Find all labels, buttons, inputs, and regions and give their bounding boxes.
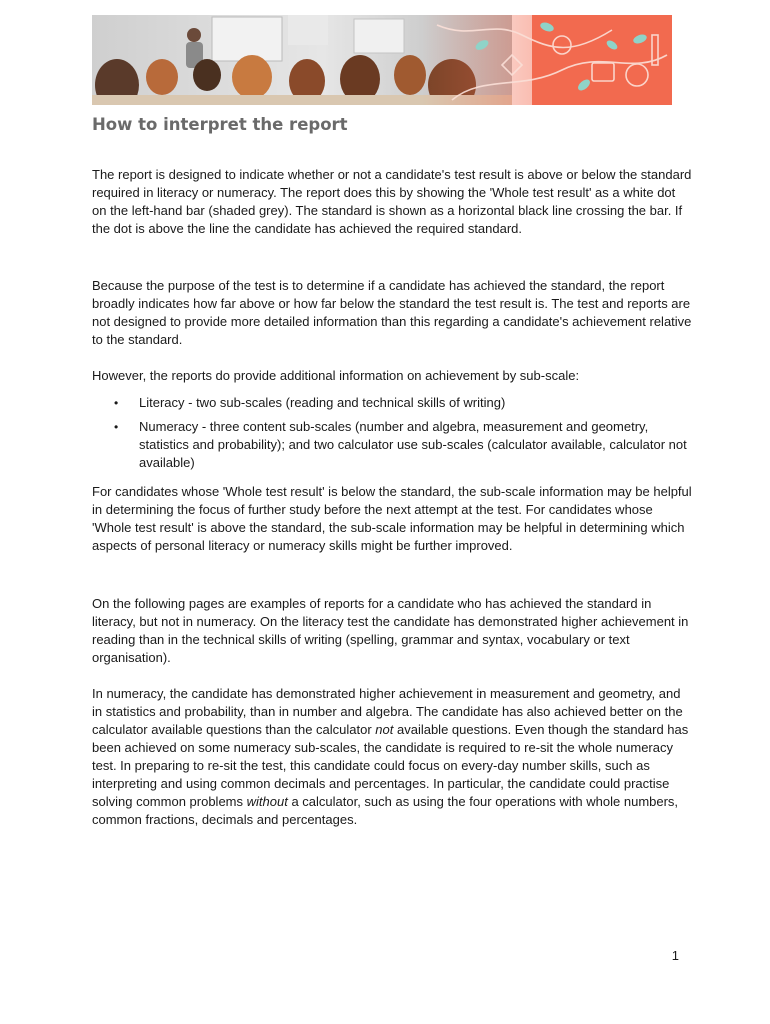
document-body: [92, 166, 692, 829]
list-item: [92, 418, 692, 472]
paragraph-subscale-use: For candidates whose 'Whole test result' is below the standard, the sub-scale information may be helpful in determining the focus of further study before the next attempt at the test. For candidates whose 'Whole test result' is above the standard, the sub-scale information may be helpful in determining which aspects of personal literacy or numeracy skills might be further improved.: [92, 484, 692, 553]
paragraph-numeracy-detail: [92, 685, 692, 829]
emphasis-text: not: [375, 722, 394, 737]
paragraph-subscale-intro: However, the reports do provide additional information on achievement by sub-scale:: [92, 368, 580, 383]
paragraph-report-purpose: The report is designed to indicate whether or not a candidate's test result is above or below the standard required in literacy or numeracy. The report does this by showing the 'Whole test result' as a white dot on the left-hand bar (shaded grey). The standard is shown as a horizontal black line crossing the bar. If the dot is above the line the candidate has achieved the required standard.: [92, 167, 692, 236]
page-title: How to interpret the report: [92, 115, 348, 134]
text-segment: available questions. Even though the standard has been achieved on some numeracy sub-scales, the candidate is required to re-sit the whole numeracy test. In preparing to re-sit the test, this candidate could focus on every-day number skills, such as interpreting and using common decimals and percentages. In particular, the candidate could practise solving common problems: [92, 722, 689, 809]
header-banner-image: [92, 15, 672, 105]
list-item: [92, 394, 692, 412]
list-item-text: Literacy - two sub-scales (reading and technical skills of writing): [139, 395, 506, 410]
classroom-photo-illustration: [92, 15, 672, 105]
emphasis-text: without: [246, 794, 288, 809]
text-segment: In numeracy, the candidate has demonstrated higher achievement in measurement and geometry, and in statistics and probability, than in number and algebra. The candidate has also achieved better on the calculator available questions than the calculator: [92, 686, 683, 737]
list-item-text: Numeracy - three content sub-scales (number and algebra, measurement and geometry, statistics and probability); and two calculator use sub-scales (calculator available, calculator not available): [139, 419, 687, 470]
paragraph-example-intro: On the following pages are examples of reports for a candidate who has achieved the standard in literacy, but not in numeracy. On the literacy test the candidate has demonstrated higher achievement in reading than in the technical skills of writing (spelling, grammar and syntax, vocabulary or text organisation).: [92, 596, 689, 665]
subscale-list: [92, 394, 692, 472]
page-number: 1: [671, 948, 679, 963]
text-segment: a calculator, such as using the four operations with whole numbers, common fractions, decimals and percentages.: [92, 794, 679, 827]
bullet-icon: •: [114, 396, 119, 410]
paragraph-test-purpose: Because the purpose of the test is to determine if a candidate has achieved the standard, the report broadly indicates how far above or how far below the standard the test result is. The test and reports are not designed to provide more detailed information than this regarding a candidate's achievement relative to the standard.: [92, 278, 692, 347]
bullet-icon: •: [114, 420, 119, 434]
